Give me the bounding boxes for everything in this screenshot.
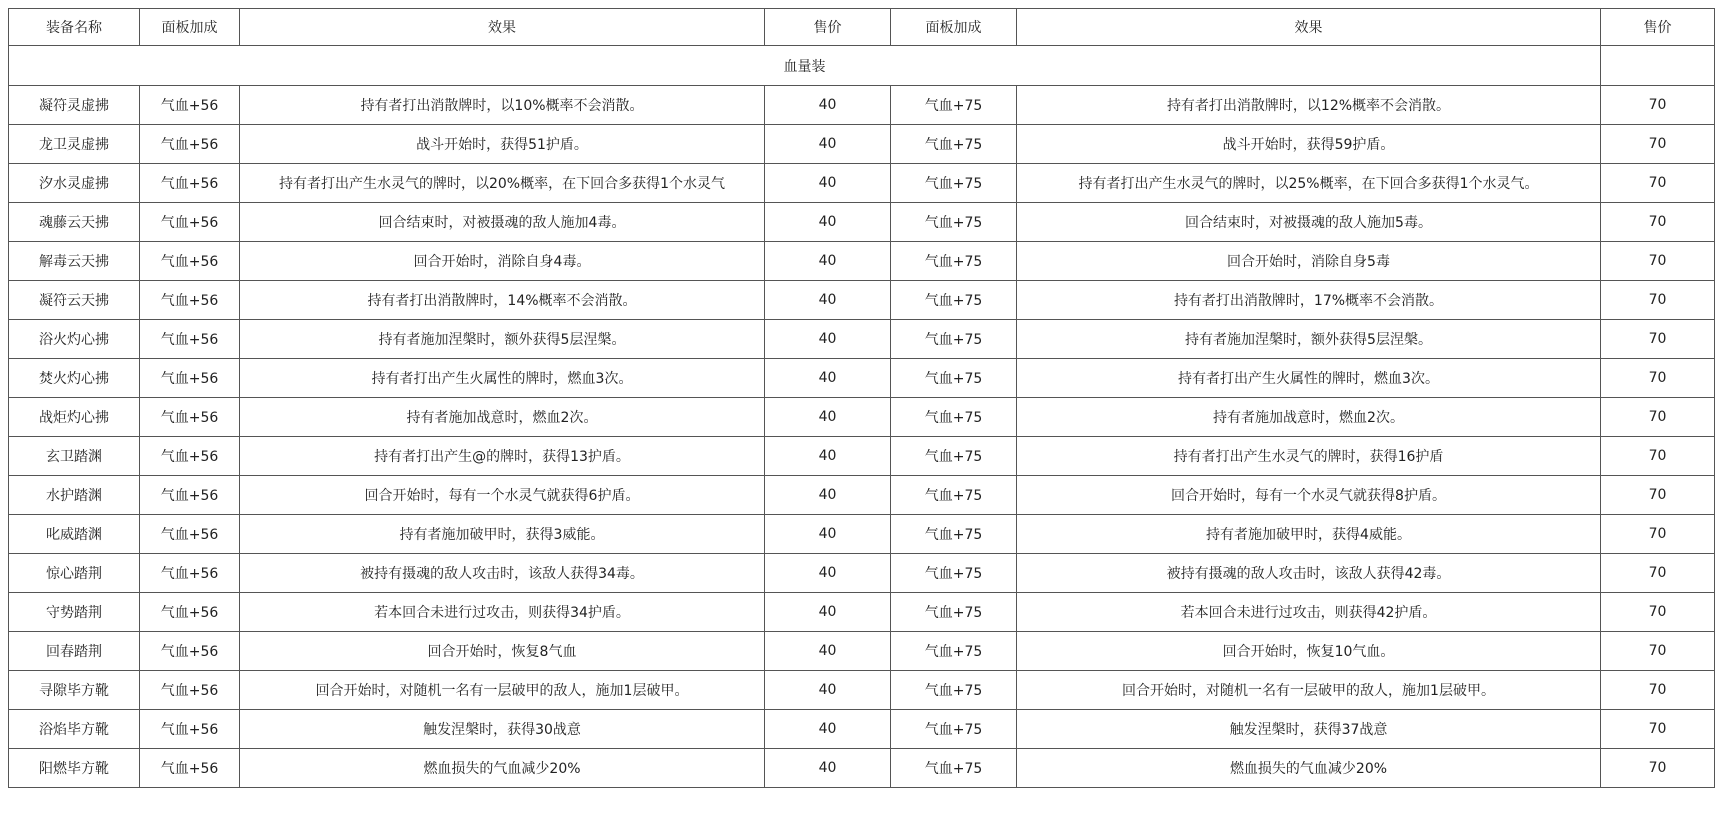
equipment-table	[8, 8, 1715, 788]
header-price-2: 售价	[1601, 9, 1715, 46]
price-1-cell: 40	[765, 320, 891, 359]
table-row	[9, 242, 1715, 281]
bonus-1-cell: 气血+56	[140, 320, 240, 359]
price-1-cell: 40	[765, 203, 891, 242]
table-row	[9, 203, 1715, 242]
effect-2-cell: 持有者打出产生水灵气的牌时，获得16护盾	[1017, 437, 1601, 476]
effect-1-cell: 回合开始时，消除自身4毒。	[240, 242, 765, 281]
bonus-2-cell: 气血+75	[891, 320, 1017, 359]
price-2-cell: 70	[1601, 203, 1715, 242]
price-1-cell: 40	[765, 359, 891, 398]
table-row	[9, 359, 1715, 398]
price-1-cell: 40	[765, 86, 891, 125]
table-row	[9, 554, 1715, 593]
header-effect-2: 效果	[1017, 9, 1601, 46]
effect-1-cell: 持有者打出消散牌时，14%概率不会消散。	[240, 281, 765, 320]
price-1-cell: 40	[765, 476, 891, 515]
price-2-cell: 70	[1601, 398, 1715, 437]
bonus-1-cell: 气血+56	[140, 203, 240, 242]
bonus-2-cell: 气血+75	[891, 398, 1017, 437]
effect-1-cell: 持有者打出产生火属性的牌时，燃血3次。	[240, 359, 765, 398]
table-row	[9, 281, 1715, 320]
item-name-cell: 战炬灼心拂	[9, 398, 140, 437]
item-name-cell: 解毒云天拂	[9, 242, 140, 281]
bonus-1-cell: 气血+56	[140, 476, 240, 515]
item-name-cell: 浴焰毕方靴	[9, 710, 140, 749]
bonus-2-cell: 气血+75	[891, 593, 1017, 632]
bonus-1-cell: 气血+56	[140, 242, 240, 281]
effect-1-cell: 回合开始时，每有一个水灵气就获得6护盾。	[240, 476, 765, 515]
bonus-2-cell: 气血+75	[891, 281, 1017, 320]
table-row	[9, 320, 1715, 359]
price-2-cell: 70	[1601, 476, 1715, 515]
price-1-cell: 40	[765, 671, 891, 710]
price-1-cell: 40	[765, 632, 891, 671]
table-row	[9, 398, 1715, 437]
table-row	[9, 86, 1715, 125]
item-name-cell: 惊心踏荆	[9, 554, 140, 593]
header-bonus-1: 面板加成	[140, 9, 240, 46]
price-1-cell: 40	[765, 554, 891, 593]
table-row	[9, 476, 1715, 515]
bonus-2-cell: 气血+75	[891, 632, 1017, 671]
bonus-2-cell: 气血+75	[891, 476, 1017, 515]
bonus-1-cell: 气血+56	[140, 710, 240, 749]
item-name-cell: 浴火灼心拂	[9, 320, 140, 359]
price-2-cell: 70	[1601, 164, 1715, 203]
effect-1-cell: 回合结束时，对被摄魂的敌人施加4毒。	[240, 203, 765, 242]
table-row	[9, 437, 1715, 476]
header-price-1: 售价	[765, 9, 891, 46]
price-1-cell: 40	[765, 281, 891, 320]
item-name-cell: 回春踏荆	[9, 632, 140, 671]
effect-2-cell: 持有者打出消散牌时，以12%概率不会消散。	[1017, 86, 1601, 125]
effect-1-cell: 触发涅槃时，获得30战意	[240, 710, 765, 749]
item-name-cell: 水护踏渊	[9, 476, 140, 515]
table-row	[9, 671, 1715, 710]
item-name-cell: 汐水灵虚拂	[9, 164, 140, 203]
bonus-1-cell: 气血+56	[140, 437, 240, 476]
effect-2-cell: 持有者施加战意时，燃血2次。	[1017, 398, 1601, 437]
item-name-cell: 守势踏荆	[9, 593, 140, 632]
item-name-cell: 阳燃毕方靴	[9, 749, 140, 788]
header-name: 装备名称	[9, 9, 140, 46]
price-2-cell: 70	[1601, 242, 1715, 281]
price-2-cell: 70	[1601, 515, 1715, 554]
effect-2-cell: 持有者打出产生水灵气的牌时，以25%概率，在下回合多获得1个水灵气。	[1017, 164, 1601, 203]
bonus-1-cell: 气血+56	[140, 125, 240, 164]
effect-2-cell: 被持有摄魂的敌人攻击时，该敌人获得42毒。	[1017, 554, 1601, 593]
bonus-1-cell: 气血+56	[140, 593, 240, 632]
price-1-cell: 40	[765, 710, 891, 749]
table-row	[9, 593, 1715, 632]
price-1-cell: 40	[765, 515, 891, 554]
effect-2-cell: 持有者打出产生火属性的牌时，燃血3次。	[1017, 359, 1601, 398]
bonus-1-cell: 气血+56	[140, 86, 240, 125]
bonus-2-cell: 气血+75	[891, 671, 1017, 710]
table-row	[9, 710, 1715, 749]
bonus-1-cell: 气血+56	[140, 554, 240, 593]
price-2-cell: 70	[1601, 359, 1715, 398]
table-row	[9, 632, 1715, 671]
bonus-2-cell: 气血+75	[891, 437, 1017, 476]
price-2-cell: 70	[1601, 671, 1715, 710]
section-row	[9, 46, 1715, 86]
bonus-2-cell: 气血+75	[891, 515, 1017, 554]
table-row	[9, 164, 1715, 203]
bonus-2-cell: 气血+75	[891, 164, 1017, 203]
effect-1-cell: 战斗开始时，获得51护盾。	[240, 125, 765, 164]
table-body	[9, 46, 1715, 788]
price-1-cell: 40	[765, 125, 891, 164]
effect-1-cell: 持有者施加涅槃时，额外获得5层涅槃。	[240, 320, 765, 359]
effect-1-cell: 持有者施加战意时，燃血2次。	[240, 398, 765, 437]
effect-2-cell: 战斗开始时，获得59护盾。	[1017, 125, 1601, 164]
effect-2-cell: 回合结束时，对被摄魂的敌人施加5毒。	[1017, 203, 1601, 242]
price-2-cell: 70	[1601, 632, 1715, 671]
bonus-2-cell: 气血+75	[891, 749, 1017, 788]
price-2-cell: 70	[1601, 554, 1715, 593]
item-name-cell: 魂藤云天拂	[9, 203, 140, 242]
bonus-2-cell: 气血+75	[891, 242, 1017, 281]
price-1-cell: 40	[765, 398, 891, 437]
effect-1-cell: 燃血损失的气血减少20%	[240, 749, 765, 788]
item-name-cell: 寻隙毕方靴	[9, 671, 140, 710]
effect-1-cell: 持有者施加破甲时，获得3威能。	[240, 515, 765, 554]
price-1-cell: 40	[765, 593, 891, 632]
effect-2-cell: 若本回合未进行过攻击，则获得42护盾。	[1017, 593, 1601, 632]
item-name-cell: 焚火灼心拂	[9, 359, 140, 398]
effect-1-cell: 持有者打出产生@的牌时，获得13护盾。	[240, 437, 765, 476]
bonus-1-cell: 气血+56	[140, 164, 240, 203]
effect-1-cell: 被持有摄魂的敌人攻击时，该敌人获得34毒。	[240, 554, 765, 593]
bonus-2-cell: 气血+75	[891, 554, 1017, 593]
bonus-2-cell: 气血+75	[891, 710, 1017, 749]
effect-2-cell: 持有者施加破甲时，获得4威能。	[1017, 515, 1601, 554]
header-effect-1: 效果	[240, 9, 765, 46]
price-1-cell: 40	[765, 242, 891, 281]
price-1-cell: 40	[765, 749, 891, 788]
bonus-2-cell: 气血+75	[891, 125, 1017, 164]
bonus-1-cell: 气血+56	[140, 281, 240, 320]
price-2-cell: 70	[1601, 125, 1715, 164]
bonus-2-cell: 气血+75	[891, 86, 1017, 125]
effect-2-cell: 回合开始时，每有一个水灵气就获得8护盾。	[1017, 476, 1601, 515]
effect-1-cell: 回合开始时，对随机一名有一层破甲的敌人，施加1层破甲。	[240, 671, 765, 710]
effect-2-cell: 回合开始时，恢复10气血。	[1017, 632, 1601, 671]
item-name-cell: 叱威踏渊	[9, 515, 140, 554]
bonus-1-cell: 气血+56	[140, 671, 240, 710]
bonus-1-cell: 气血+56	[140, 515, 240, 554]
header-bonus-2: 面板加成	[891, 9, 1017, 46]
section-label: 血量装	[9, 46, 1601, 86]
price-2-cell: 70	[1601, 320, 1715, 359]
price-2-cell: 70	[1601, 86, 1715, 125]
bonus-1-cell: 气血+56	[140, 749, 240, 788]
effect-2-cell: 回合开始时，消除自身5毒	[1017, 242, 1601, 281]
item-name-cell: 玄卫踏渊	[9, 437, 140, 476]
price-2-cell: 70	[1601, 593, 1715, 632]
bonus-2-cell: 气血+75	[891, 203, 1017, 242]
price-2-cell: 70	[1601, 710, 1715, 749]
effect-2-cell: 回合开始时，对随机一名有一层破甲的敌人，施加1层破甲。	[1017, 671, 1601, 710]
equipment-table-container	[8, 8, 1715, 788]
price-1-cell: 40	[765, 164, 891, 203]
item-name-cell: 龙卫灵虚拂	[9, 125, 140, 164]
header-row	[9, 9, 1715, 46]
table-row	[9, 125, 1715, 164]
effect-1-cell: 持有者打出产生水灵气的牌时，以20%概率，在下回合多获得1个水灵气	[240, 164, 765, 203]
section-empty-cell	[1601, 46, 1715, 86]
effect-2-cell: 触发涅槃时，获得37战意	[1017, 710, 1601, 749]
bonus-1-cell: 气血+56	[140, 632, 240, 671]
bonus-2-cell: 气血+75	[891, 359, 1017, 398]
effect-1-cell: 回合开始时，恢复8气血	[240, 632, 765, 671]
item-name-cell: 凝符灵虚拂	[9, 86, 140, 125]
effect-2-cell: 持有者打出消散牌时，17%概率不会消散。	[1017, 281, 1601, 320]
price-2-cell: 70	[1601, 437, 1715, 476]
price-2-cell: 70	[1601, 281, 1715, 320]
bonus-1-cell: 气血+56	[140, 398, 240, 437]
price-1-cell: 40	[765, 437, 891, 476]
table-row	[9, 515, 1715, 554]
bonus-1-cell: 气血+56	[140, 359, 240, 398]
effect-1-cell: 持有者打出消散牌时，以10%概率不会消散。	[240, 86, 765, 125]
effect-2-cell: 持有者施加涅槃时，额外获得5层涅槃。	[1017, 320, 1601, 359]
table-row	[9, 749, 1715, 788]
item-name-cell: 凝符云天拂	[9, 281, 140, 320]
price-2-cell: 70	[1601, 749, 1715, 788]
effect-1-cell: 若本回合未进行过攻击，则获得34护盾。	[240, 593, 765, 632]
effect-2-cell: 燃血损失的气血减少20%	[1017, 749, 1601, 788]
